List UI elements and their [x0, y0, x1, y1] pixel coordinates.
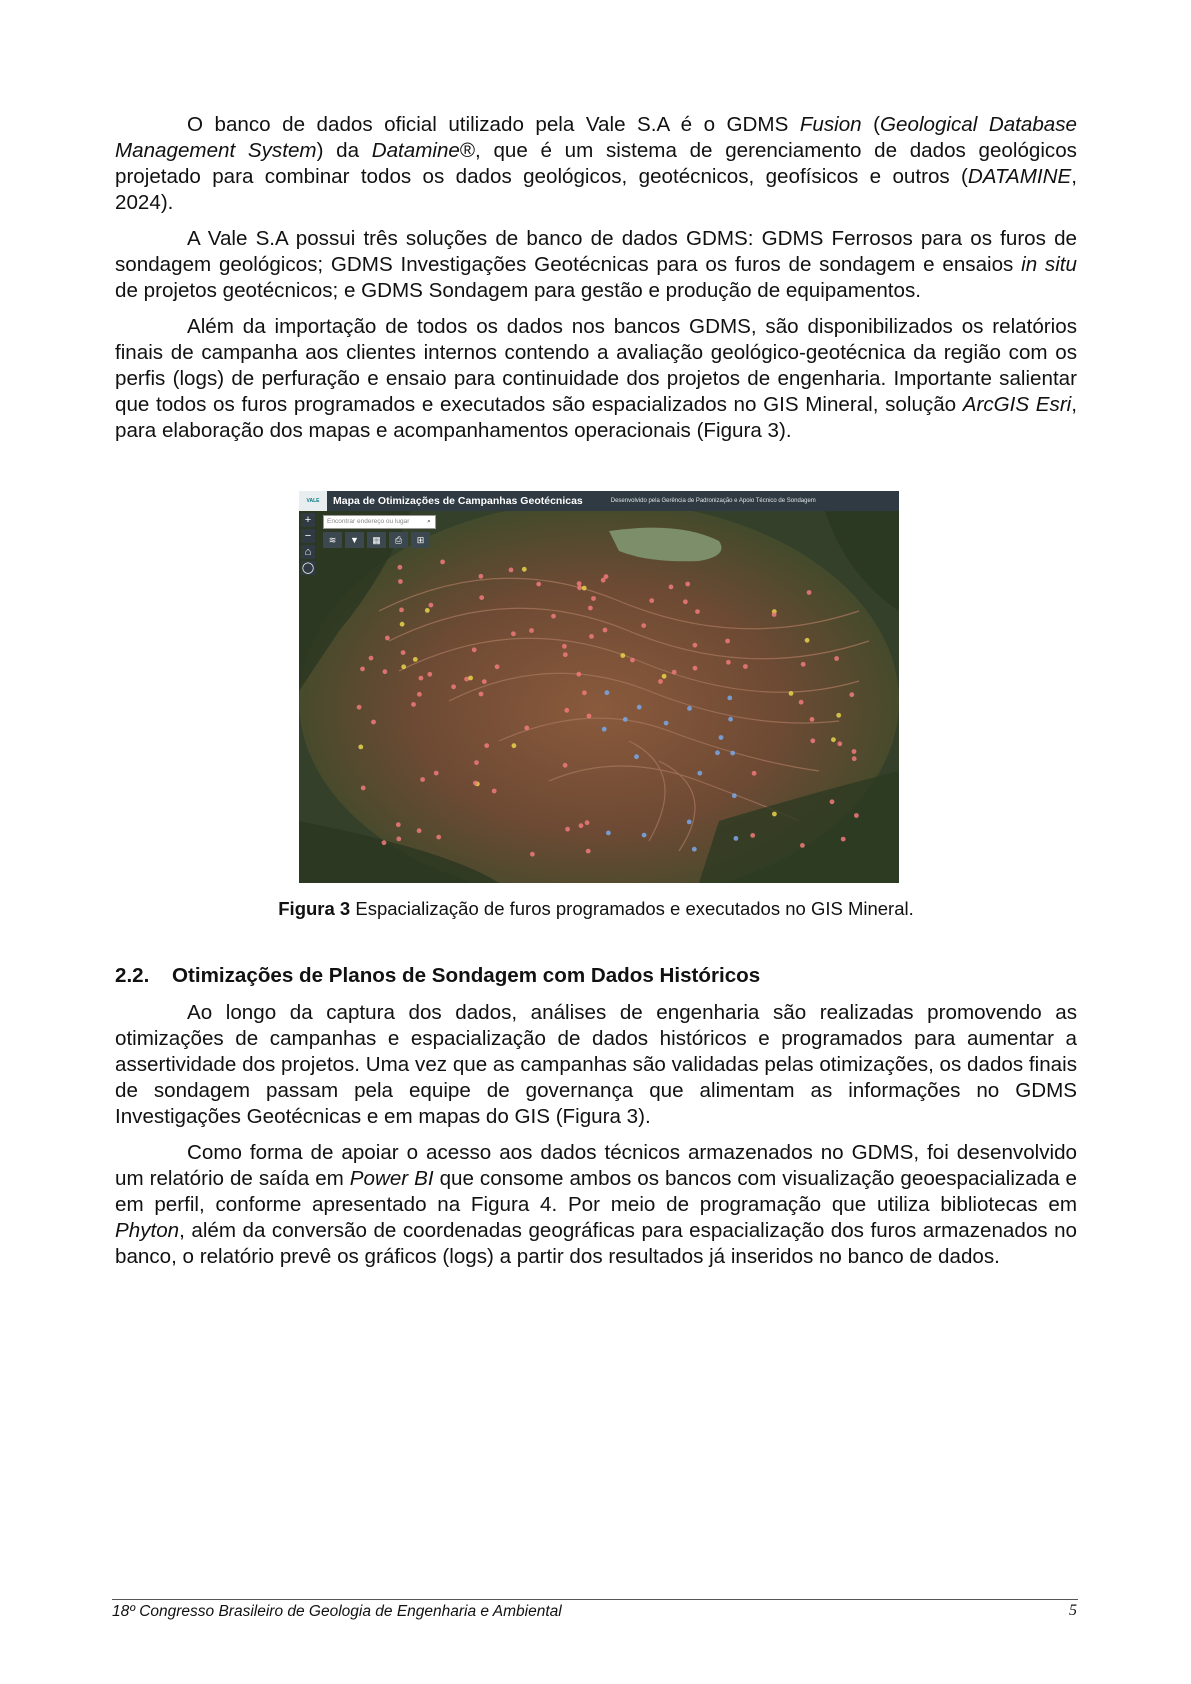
drill-hole-marker[interactable]: [530, 852, 535, 857]
drill-hole-marker[interactable]: [479, 692, 484, 697]
drill-hole-marker[interactable]: [841, 837, 846, 842]
search-icon[interactable]: ⌕: [427, 518, 431, 525]
section-title: Otimizações de Planos de Sondagem com Dados Históricos: [172, 964, 761, 987]
drill-hole-marker[interactable]: [360, 667, 365, 672]
drill-hole-marker[interactable]: [601, 578, 606, 583]
home-icon: ⌂: [304, 546, 312, 558]
drill-hole-marker[interactable]: [685, 582, 690, 587]
drill-hole-marker[interactable]: [399, 608, 404, 613]
zoom-out-button[interactable]: −: [301, 529, 315, 543]
drill-hole-marker[interactable]: [623, 717, 628, 722]
drill-hole-marker[interactable]: [419, 676, 424, 681]
drill-hole-marker[interactable]: [382, 840, 387, 845]
drill-hole-marker[interactable]: [411, 702, 416, 707]
figure-caption-text: Espacialização de furos programados e executados no GIS Mineral.: [350, 898, 914, 919]
drill-hole-marker[interactable]: [730, 751, 735, 756]
drill-hole-marker[interactable]: [805, 638, 810, 643]
drill-hole-marker[interactable]: [522, 567, 527, 572]
logo-text: VALE: [306, 498, 320, 504]
drill-hole-marker[interactable]: [750, 833, 755, 838]
drill-hole-marker[interactable]: [440, 560, 445, 565]
drill-hole-marker[interactable]: [620, 653, 625, 658]
drill-hole-marker[interactable]: [398, 565, 403, 570]
drill-hole-marker[interactable]: [664, 721, 669, 726]
drill-hole-marker[interactable]: [789, 691, 794, 696]
drill-hole-marker[interactable]: [606, 831, 611, 836]
drill-hole-marker[interactable]: [564, 708, 569, 713]
page-number: 5: [1069, 1602, 1077, 1619]
grid-icon: ⊞: [416, 535, 425, 545]
paragraph: Como forma de apoiar o acesso aos dados técnicos armazenados no GDMS, foi desenvolvido um relatório de saída em Power BI que consome ambos os bancos com visualização geoespacializada e em perfil, conforme apresentado na Figura 4. Por meio de programação que utiliza bibliotecas em Phyton, além da conversão de coordenadas geográficas para espacialização dos furos armazenados no banco, o relatório prevê os gráficos (logs) a partir dos resultados já inseridos no banco de dados.: [115, 1141, 1077, 1268]
drill-hole-marker[interactable]: [772, 812, 777, 817]
drill-hole-marker[interactable]: [669, 585, 674, 590]
drill-hole-marker[interactable]: [725, 639, 730, 644]
paragraph: Além da importação de todos os dados nos bancos GDMS, são disponibilizados os relatórios finais de campanha aos clientes internos contendo a avaliação geológico-geotécnica da região com os perfis (logs) de perfuração e ensaio para continuidade dos projetos de engenharia. Importante salientar que todos os furos programados e executados são espacializados no GIS Mineral, solução ArcGIS Esri, para elaboração dos mapas e acompanhamentos operacionais (Figura 3).: [115, 315, 1077, 442]
app-title: Mapa de Otimizações de Campanhas Geotécnicas: [333, 495, 583, 507]
drill-hole-marker[interactable]: [429, 603, 434, 608]
drill-hole-marker[interactable]: [576, 672, 581, 677]
drill-hole-marker[interactable]: [719, 735, 724, 740]
drill-hole-marker[interactable]: [605, 690, 610, 695]
locate-icon: ◯: [301, 562, 315, 574]
drill-hole-marker[interactable]: [603, 628, 608, 633]
drill-hole-marker[interactable]: [585, 820, 590, 825]
zoom-in-button[interactable]: +: [301, 513, 315, 527]
drill-hole-marker[interactable]: [369, 656, 374, 661]
drill-hole-marker[interactable]: [641, 623, 646, 628]
drill-hole-marker[interactable]: [427, 672, 432, 677]
filter-icon: ▼: [350, 535, 359, 545]
drill-hole-marker[interactable]: [398, 579, 403, 584]
drill-hole-marker[interactable]: [649, 598, 654, 603]
drill-hole-marker[interactable]: [801, 662, 806, 667]
drill-hole-marker[interactable]: [586, 849, 591, 854]
drill-hole-marker[interactable]: [637, 705, 642, 710]
drill-hole-marker[interactable]: [732, 793, 737, 798]
drill-hole-marker[interactable]: [536, 582, 541, 587]
drill-hole-marker[interactable]: [484, 743, 489, 748]
drill-hole-marker[interactable]: [396, 822, 401, 827]
drill-hole-marker[interactable]: [834, 656, 839, 661]
drill-hole-marker[interactable]: [854, 813, 859, 818]
drill-hole-marker[interactable]: [799, 700, 804, 705]
section-number: 2.2.: [115, 964, 150, 987]
home-button[interactable]: [301, 545, 315, 559]
drill-hole-marker[interactable]: [726, 660, 731, 665]
drill-hole-marker[interactable]: [727, 696, 732, 701]
print-button[interactable]: [389, 532, 408, 548]
drill-hole-marker[interactable]: [385, 636, 390, 641]
drill-hole-marker[interactable]: [434, 771, 439, 776]
figure-label: Figura 3: [278, 898, 351, 919]
figure-map-screenshot: [299, 491, 899, 883]
search-input[interactable]: Encontrar endereço ou lugar: [327, 518, 410, 525]
layers-icon: ≋: [328, 535, 337, 545]
drill-hole-marker[interactable]: [602, 727, 607, 732]
drill-hole-marker[interactable]: [474, 760, 479, 765]
drill-hole-marker[interactable]: [852, 756, 857, 761]
drill-hole-marker[interactable]: [810, 717, 815, 722]
drill-hole-marker[interactable]: [479, 574, 484, 579]
drill-hole-marker[interactable]: [591, 596, 596, 601]
drill-hole-marker[interactable]: [563, 763, 568, 768]
paragraph: O banco de dados oficial utilizado pela Vale S.A é o GDMS Fusion (Geological Database Management System) da Datamine®, que é um sistema de gerenciamento de dados geológicos projetado para combinar todos os dados geológicos, geotécnicos, geofísicos e outros (DATAMINE, 2024).: [115, 113, 1077, 214]
drill-hole-marker[interactable]: [551, 614, 556, 619]
drill-hole-marker[interactable]: [715, 750, 720, 755]
basemap-button[interactable]: [367, 532, 386, 548]
body-text-section: [115, 1000, 1077, 1280]
drill-hole-marker[interactable]: [634, 754, 639, 759]
drill-hole-marker[interactable]: [810, 738, 815, 743]
drill-hole-marker[interactable]: [577, 581, 582, 586]
drill-hole-marker[interactable]: [512, 743, 517, 748]
drill-hole-marker[interactable]: [589, 634, 594, 639]
drill-hole-marker[interactable]: [852, 749, 857, 754]
drill-hole-marker[interactable]: [468, 676, 473, 681]
drill-hole-marker[interactable]: [831, 737, 836, 742]
drill-hole-marker[interactable]: [371, 720, 376, 725]
drill-hole-marker[interactable]: [693, 643, 698, 648]
drill-hole-marker[interactable]: [401, 650, 406, 655]
drill-hole-marker[interactable]: [695, 609, 700, 614]
drill-hole-marker[interactable]: [563, 652, 568, 657]
vale-logo: [299, 491, 327, 511]
measure-button[interactable]: [411, 532, 430, 548]
drill-hole-marker[interactable]: [425, 608, 430, 613]
drill-hole-marker[interactable]: [672, 670, 677, 675]
drill-hole-marker[interactable]: [579, 823, 584, 828]
drill-hole-marker[interactable]: [807, 590, 812, 595]
drill-hole-marker[interactable]: [687, 820, 692, 825]
drill-hole-marker[interactable]: [451, 684, 456, 689]
drill-hole-marker[interactable]: [420, 777, 425, 782]
drill-hole-marker[interactable]: [401, 664, 406, 669]
drill-hole-marker[interactable]: [800, 843, 805, 848]
drill-hole-marker[interactable]: [577, 585, 582, 590]
print-icon: ⎙: [394, 535, 403, 545]
figure-caption: [115, 897, 1077, 921]
drill-hole-marker[interactable]: [836, 713, 841, 718]
drill-hole-marker[interactable]: [837, 741, 842, 746]
locate-button[interactable]: [301, 561, 315, 575]
drill-hole-marker[interactable]: [697, 771, 702, 776]
drill-hole-marker[interactable]: [588, 606, 593, 611]
app-subtitle: Desenvolvido pela Gerência de Padronização e Apoio Técnico de Sondagem: [610, 498, 816, 504]
drill-hole-marker[interactable]: [358, 745, 363, 750]
drill-hole-marker[interactable]: [413, 657, 418, 662]
drill-hole-marker[interactable]: [658, 679, 663, 684]
body-text-top: [115, 112, 1077, 454]
footer-divider: [112, 1599, 1078, 1600]
basemap-icon: ▦: [372, 535, 381, 545]
drill-hole-marker[interactable]: [492, 789, 497, 794]
drill-hole-marker[interactable]: [642, 833, 647, 838]
drill-hole-marker[interactable]: [587, 714, 592, 719]
satellite-map: [299, 491, 899, 883]
drill-hole-marker[interactable]: [529, 628, 534, 633]
drill-hole-marker[interactable]: [396, 837, 401, 842]
drill-hole-marker[interactable]: [734, 836, 739, 841]
drill-hole-marker[interactable]: [509, 568, 514, 573]
drill-hole-marker[interactable]: [582, 690, 587, 695]
drill-hole-marker[interactable]: [687, 706, 692, 711]
layers-button[interactable]: [323, 532, 342, 548]
drill-hole-marker[interactable]: [728, 717, 733, 722]
drill-hole-marker[interactable]: [752, 771, 757, 776]
drill-hole-marker[interactable]: [383, 669, 388, 674]
section-heading: [115, 963, 760, 989]
drill-hole-marker[interactable]: [524, 726, 529, 731]
drill-hole-marker[interactable]: [479, 595, 484, 600]
drill-hole-marker[interactable]: [357, 705, 362, 710]
drill-hole-marker[interactable]: [630, 658, 635, 663]
drill-hole-marker[interactable]: [830, 799, 835, 804]
drill-hole-marker[interactable]: [417, 828, 422, 833]
drill-hole-marker[interactable]: [693, 666, 698, 671]
drill-hole-marker[interactable]: [417, 692, 422, 697]
drill-hole-marker[interactable]: [692, 847, 697, 852]
drill-hole-marker[interactable]: [849, 692, 854, 697]
filter-button[interactable]: [345, 532, 364, 548]
drill-hole-marker[interactable]: [772, 612, 777, 617]
drill-hole-marker[interactable]: [511, 631, 516, 636]
drill-hole-marker[interactable]: [495, 664, 500, 669]
drill-hole-marker[interactable]: [472, 647, 477, 652]
drill-hole-marker[interactable]: [662, 674, 667, 679]
zoom-controls: [301, 513, 315, 575]
drill-hole-marker[interactable]: [436, 835, 441, 840]
drill-hole-marker[interactable]: [562, 644, 567, 649]
drill-hole-marker[interactable]: [565, 827, 570, 832]
drill-hole-marker[interactable]: [482, 679, 487, 684]
drill-hole-marker[interactable]: [473, 781, 478, 786]
drill-hole-marker[interactable]: [400, 622, 405, 627]
drill-hole-marker[interactable]: [582, 586, 587, 591]
paragraph: Ao longo da captura dos dados, análises de engenharia são realizadas promovendo as otimizações de campanhas e espacialização de dados históricos e programados para aumentar a assertividade dos projetos. Uma vez que as campanhas são validadas pelas otimizações, os dados finais de sondagem passam pela equipe de governança que alimentam as informações no GDMS Investigações Geotécnicas e em mapas do GIS (Figura 3).: [115, 1001, 1077, 1128]
drill-hole-marker[interactable]: [361, 786, 366, 791]
footer-conference: 18º Congresso Brasileiro de Geologia de Engenharia e Ambiental: [112, 1603, 562, 1620]
map-toolbar: [323, 532, 430, 548]
drill-hole-marker[interactable]: [683, 599, 688, 604]
search-box[interactable]: [323, 515, 436, 529]
paragraph: A Vale S.A possui três soluções de banco de dados GDMS: GDMS Ferrosos para os furos de sondagem geológicos; GDMS Investigações Geotécnicas para os furos de sondagem e ensaios in situ de projetos geotécnicos; e GDMS Sondagem para gestão e produção de equipamentos.: [115, 227, 1077, 302]
app-title-bar: [299, 491, 899, 511]
drill-hole-marker[interactable]: [743, 664, 748, 669]
